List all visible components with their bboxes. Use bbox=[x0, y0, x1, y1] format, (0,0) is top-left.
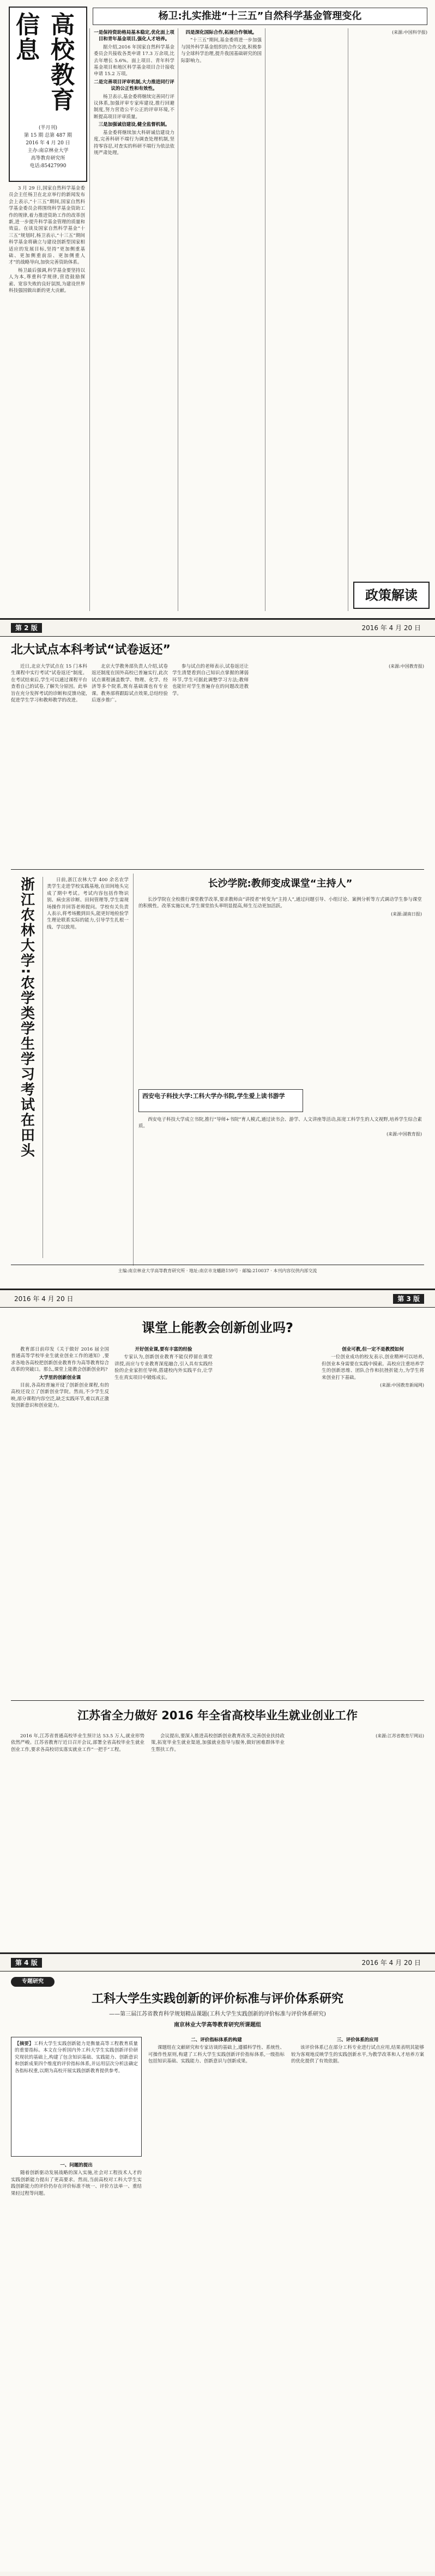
page-2 bbox=[0, 637, 435, 1288]
p4-byline: 南京林业大学高等教育研究所课题组 bbox=[174, 2022, 261, 2028]
zj-headline-box bbox=[11, 877, 43, 1258]
zj-body: 日前,浙江农林大学 400 余名农学类学生走进学校实践基地,在田间地头完成了期中考试。考试内容包括作物识别、病虫害诊断、田间管理等,学生需现场操作并回答老师提问。学校有关负责人表示,将考场搬到田头,能更好地检验学生理论联系实际的能力,引导学生扎根一线、学以致用。 bbox=[47, 877, 129, 930]
p2-header bbox=[0, 621, 435, 635]
js-headline: 江苏省全力做好 2016 年全省高校毕业生就业创业工作 bbox=[77, 1709, 358, 1722]
xa-headline: 西安电子科技大学:工科大学办书院,学生爱上读书游学 bbox=[142, 1092, 285, 1100]
abstract-label: 【摘要】 bbox=[15, 2041, 34, 2047]
p2-col-1: 近日,北京大学试点在 15 门本科生课程中实行考试“试卷返还”制度。在考试结束后,学生可以通过课程平台查看自己的试卷,了解失分原因。此举旨在充分发挥考试的诊断和反馈功能,促进学生学习和教师教学的改进。 bbox=[11, 664, 87, 704]
p1-headline-box bbox=[93, 8, 427, 25]
p1-col-4 bbox=[268, 29, 345, 610]
p4-col-2: 二、评价指标体系的构建 课题组在文献研究和专家访谈的基础上,遵循科学性、系统性、可操作性原则,构建了工科大学生实践创新评价指标体系,一级指标包括知识基础、实践能力、创新意识与创新成果。 bbox=[148, 2037, 285, 2065]
policy-banner: 政策解读 bbox=[353, 582, 430, 609]
p3-col-4: 创业可教,但一定不是教授如何 一位创业成功的校友表示,创业精神可以培养,但创业本身需要在实践中摸索。高校应注重培养学生的创新思维、团队合作和抗挫折能力,为学生将来创业打下基础。 (来源:中国教育新闻网) bbox=[322, 1347, 424, 1388]
p1-col-3: 四是深化国际合作,拓展合作领域。 “十三五”期间,基金委将进一步加强与国外科学基金组织的合作交流,积极参与全球科学治理,提升我国基础研究的国际影响力。 bbox=[181, 30, 262, 64]
p4-subtitle: ——第三届江苏省教育科学规划精品课题(工科大学生实践创新的评价标准与评价体系研究) bbox=[109, 2011, 326, 2017]
page-3 bbox=[0, 1308, 435, 1951]
p4-col-3: 三、评价体系的应用 该评价体系已在部分工科专业进行试点应用,结果表明其能够较为客观地反映学生的实践创新水平,为教学改革和人才培养方案的优化提供了有效依据。 bbox=[291, 2037, 424, 2065]
p3-col-1: 教育部日前印发《关于做好 2016 届全国普通高等学校毕业生就业创业工作的通知》,要求各地各高校把创新创业教育作为高等教育综合改革的突破口。那么,课堂上能教会创新创业吗? 大学里的创新创业课 目前,各高校普遍开设了创新创业课程,有的高校还设立了创新创业学院。然而,不少学生反映,部分课程内容空泛,缺乏实践环节,难以真正激发创新意识和创业能力。 bbox=[11, 1347, 109, 1409]
js-col-2: 会议提出,要深入推进高校创新创业教育改革,完善创业扶持政策,拓宽毕业生就业渠道,加强就业指导与服务,做好困难群体毕业生帮扶工作。 bbox=[151, 1733, 285, 1753]
cs-headline: 长沙学院:教师变成课堂“主持人” bbox=[208, 878, 353, 889]
p3-date: 2016 年 4 月 20 日 bbox=[14, 1295, 74, 1303]
p4-col-1: 一、问题的提出 随着创新驱动发展战略的深入实施,社会对工程技术人才的实践创新能力提出了更高要求。然而,当前高校对工科大学生实践创新能力的评价仍存在评价标准不统一、评价方法单一、重结果轻过程等问题。 bbox=[11, 2163, 142, 2196]
xa-box bbox=[138, 1089, 303, 1112]
p4-date: 2016 年 4 月 20 日 bbox=[361, 1959, 421, 1967]
p2-date: 2016 年 4 月 20 日 bbox=[361, 624, 421, 632]
p1-col-left: 3 月 29 日,国家自然科学基金委员会主任杨卫在北京举行的新闻发布会上表示,“十三五”期间,国家自然科学基金委员会将围绕科学基金资助工作的规律,着力推进资助工作的改革创新,进一步提升科学基金管理的质量和效益。在谈及国家自然科学基金“十三五”规划时,杨卫表示,“十三五”期间科学基金将确立与建设创新型国家相适应的发展目标,坚持“更加侧重基础、更加侧重前沿、更加侧重人才”的战略导向,加快完善资助体系。 杨卫最后强调,科学基金要坚持以人为本,尊重科学规律,营造鼓励探索、宽容失败的良好氛围,为建设世界科技强国做出新的更大贡献。 bbox=[9, 186, 85, 294]
xa-body: 西安电子科技大学成立书院,推行“导师+书院”育人模式,通过读书会、游学、人文讲座等活动,拓宽工科学生的人文视野,培养学生综合素质。 (来源:中国教育报) bbox=[138, 1117, 422, 1137]
masthead-issue: (半月刊) 第 15 期 总第 487 期 2016 年 4 月 20 日 主办:南京林业大学 高等教育研究所 电话:85427990 bbox=[24, 125, 72, 169]
p3-col-3 bbox=[218, 1346, 316, 1695]
p2-footer: 主编:南京林业大学高等教育研究所 · 地址:南京市龙蟠路159号 · 邮编:210037 · 本刊内容仅供内部交流 bbox=[118, 1268, 317, 1273]
p2-col-3: 参与试点的老师表示,试卷返还让学生清楚看到自己知识点掌握的薄弱环节,学生可据此调整学习方法;教师也能针对学生普遍存在的问题改进教学。 bbox=[172, 664, 249, 697]
p3-headline: 课堂上能教会创新创业吗? bbox=[142, 1320, 293, 1335]
p2-headline: 北大试点本科考试“试卷返还” bbox=[11, 643, 171, 657]
abstract-text: 工科大学生实践创新能力是衡量高等工程教育质量的重要指标。本文在分析国内外工科大学生实践创新评价研究现状的基础上,构建了包含知识基础、实践能力、创新意识和创新成果四个维度的评价指标体系,并运用层次分析法确定各指标权重,以期为高校开展实践创新教育提供参考。 bbox=[15, 2041, 138, 2074]
p2-page-label: 第 2 版 bbox=[11, 623, 42, 633]
p3-page-label: 第 3 版 bbox=[393, 1294, 424, 1304]
masthead-title: 高校教育信息 bbox=[11, 12, 74, 112]
cs-body: 长沙学院在全校推行课堂教学改革,要求教师由“讲授者”转变为“主持人”,通过问题引导、小组讨论、案例分析等方式调动学生参与课堂的积极性。改革实施以来,学生课堂抬头率明显提高,师生互动更加活跃。 (来源:湖南日报) bbox=[138, 897, 422, 917]
p4-column-badge: 专题研究 bbox=[11, 1977, 55, 1987]
js-col-3: (来源:江苏省教育厅网站) bbox=[376, 1733, 424, 1738]
zj-headline: 浙江农林大学:农学类学生学习考试在田头 bbox=[18, 877, 35, 1158]
p1-col-5: (来源:中国科学报) bbox=[392, 30, 427, 35]
p3-header bbox=[0, 1292, 435, 1306]
page-4 bbox=[0, 1973, 435, 2572]
p4-headline: 工科大学生实践创新的评价标准与评价体系研究 bbox=[91, 1992, 343, 2006]
p2-col-5: (来源:中国教育报) bbox=[389, 664, 424, 669]
p1-col-2: 一是保持资助格局基本稳定,优化面上项目和青年基金项目,强化人才培养。 据介绍,2016 年国家自然科学基金委员会共接收各类申请 17.3 万余项,比去年增长 5.6%。面上项目、青年科学基金项目和地区科学基金项目合计接收申请 15.2 万项。 二是完善项目评审机制,大力推进同行评议的公正性和有效性。 杨卫表示,基金委将继续完善同行评议体系,加强评审专家库建设,推行回避制度,努力营造公平公正的评审环境,不断提高项目评审质量。 三是加强诚信建设,健全监督机制。 基金委将继续加大科研诚信建设力度,完善科研不端行为调查处理机制,坚持零容忍,对查实的科研不端行为依法依规严肃处理。 bbox=[94, 30, 174, 156]
p4-page-label: 第 4 版 bbox=[11, 1958, 42, 1968]
p4-abstract-box bbox=[11, 2037, 142, 2157]
p1-headline: 杨卫:扎实推进“十三五”自然科学基金管理变化 bbox=[158, 10, 362, 22]
p3-col-2: 开好创业课,要有丰富的经验 专家认为,创新创业教育不能仅停留在课堂讲授,而应与专业教育深度融合,引入具有实践经验的企业家担任导师,搭建校内外实践平台,让学生在真实项目中锻炼成长。 bbox=[114, 1347, 213, 1381]
p2-col-2: 北京大学教务部负责人介绍,试卷返还制度在国外高校已普遍实行,此次试点课程涵盖数学、物理、化学、经济等多个院系,既有基础课也有专业课。教务部将跟踪试点效果,总结经验后逐步推广。 bbox=[92, 664, 168, 704]
masthead bbox=[9, 7, 87, 182]
p4-header bbox=[0, 1956, 435, 1970]
p2-col-4 bbox=[253, 663, 335, 865]
js-col-1: 2016 年,江苏省普通高校毕业生预计达 53.5 万人,就业形势依然严峻。江苏省教育厅近日召开会议,部署全省高校毕业生就业创业工作,要求各高校切实落实就业工作“一把手”工程。 bbox=[11, 1733, 144, 1753]
page-1 bbox=[0, 0, 435, 618]
